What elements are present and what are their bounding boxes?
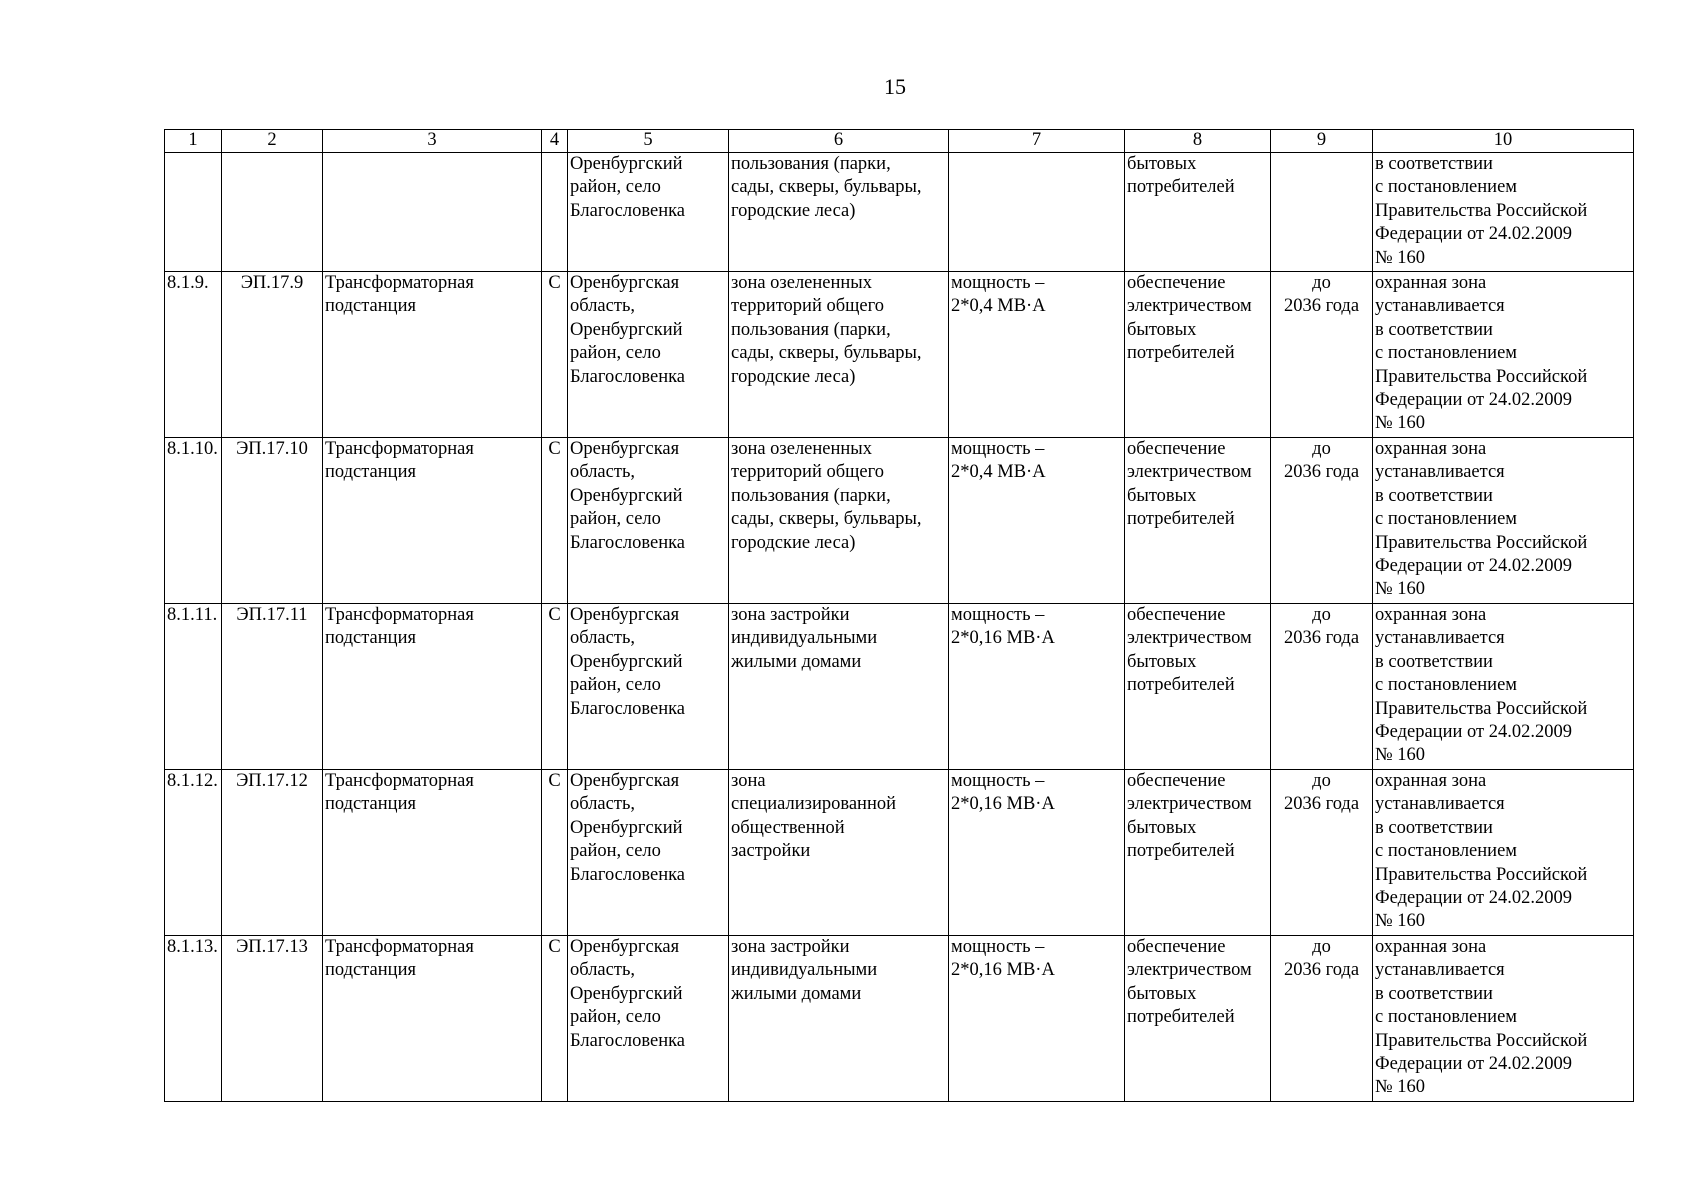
table-row (165, 770, 1634, 936)
cell-code: ЭП.17.10 (222, 438, 323, 604)
continuation-row (165, 153, 1634, 272)
cell-location: Оренбургская область, Оренбургский район, село Благословенка (568, 770, 729, 936)
cell-purpose: обеспечение электричеством бытовых потребителей (1125, 438, 1271, 604)
cell-status: С (542, 438, 568, 604)
cell-zone: зона озелененных территорий общего пользования (парки, сады, скверы, бульвары, городские леса) (729, 272, 949, 438)
cell-number (165, 153, 222, 272)
cell-zone: зона специализированной общественной застройки (729, 770, 949, 936)
header-cell: 4 (542, 130, 568, 153)
cell-number: 8.1.9. (165, 272, 222, 438)
cell-purpose: бытовых потребителей (1125, 153, 1271, 272)
cell-zone: зона застройки индивидуальными жилыми домами (729, 936, 949, 1102)
cell-purpose: обеспечение электричеством бытовых потребителей (1125, 770, 1271, 936)
header-cell: 9 (1271, 130, 1373, 153)
header-cell: 2 (222, 130, 323, 153)
header-cell: 1 (165, 130, 222, 153)
cell-object: Трансформаторная подстанция (323, 770, 542, 936)
cell-status: С (542, 936, 568, 1102)
cell-code: ЭП.17.13 (222, 936, 323, 1102)
cell-status (542, 153, 568, 272)
cell-term: до 2036 года (1271, 770, 1373, 936)
cell-zone: зона озелененных территорий общего пользования (парки, сады, скверы, бульвары, городские леса) (729, 438, 949, 604)
cell-term: до 2036 года (1271, 604, 1373, 770)
cell-number: 8.1.13. (165, 936, 222, 1102)
cell-term (1271, 153, 1373, 272)
cell-location: Оренбургский район, село Благословенка (568, 153, 729, 272)
header-cell: 7 (949, 130, 1125, 153)
cell-capacity: мощность – 2*0,4 МВ·А (949, 438, 1125, 604)
cell-location: Оренбургская область, Оренбургский район, село Благословенка (568, 604, 729, 770)
cell-object: Трансформаторная подстанция (323, 438, 542, 604)
table-row (165, 936, 1634, 1102)
cell-note: охранная зона устанавливается в соответствии с постановлением Правительства Российской Федерации от 24.02.2009 № 160 (1373, 272, 1634, 438)
table-row (165, 438, 1634, 604)
cell-capacity: мощность – 2*0,16 МВ·А (949, 936, 1125, 1102)
cell-code (222, 153, 323, 272)
cell-purpose: обеспечение электричеством бытовых потребителей (1125, 272, 1271, 438)
cell-location: Оренбургская область, Оренбургский район, село Благословенка (568, 438, 729, 604)
cell-purpose: обеспечение электричеством бытовых потребителей (1125, 604, 1271, 770)
cell-number: 8.1.12. (165, 770, 222, 936)
header-row (165, 130, 1634, 153)
cell-object: Трансформаторная подстанция (323, 604, 542, 770)
cell-object: Трансформаторная подстанция (323, 936, 542, 1102)
header-cell: 6 (729, 130, 949, 153)
cell-note: охранная зона устанавливается в соответствии с постановлением Правительства Российской Федерации от 24.02.2009 № 160 (1373, 438, 1634, 604)
cell-term: до 2036 года (1271, 272, 1373, 438)
cell-capacity: мощность – 2*0,4 МВ·А (949, 272, 1125, 438)
cell-note: в соответствии с постановлением Правительства Российской Федерации от 24.02.2009 № 160 (1373, 153, 1634, 272)
cell-object (323, 153, 542, 272)
cell-zone: зона застройки индивидуальными жилыми домами (729, 604, 949, 770)
cell-note: охранная зона устанавливается в соответствии с постановлением Правительства Российской Федерации от 24.02.2009 № 160 (1373, 770, 1634, 936)
cell-capacity (949, 153, 1125, 272)
cell-term: до 2036 года (1271, 438, 1373, 604)
page-number: 15 (884, 74, 906, 99)
cell-number: 8.1.10. (165, 438, 222, 604)
cell-code: ЭП.17.12 (222, 770, 323, 936)
cell-location: Оренбургская область, Оренбургский район, село Благословенка (568, 272, 729, 438)
cell-status: С (542, 770, 568, 936)
cell-note: охранная зона устанавливается в соответствии с постановлением Правительства Российской Федерации от 24.02.2009 № 160 (1373, 936, 1634, 1102)
cell-capacity: мощность – 2*0,16 МВ·А (949, 770, 1125, 936)
cell-code: ЭП.17.11 (222, 604, 323, 770)
cell-purpose: обеспечение электричеством бытовых потребителей (1125, 936, 1271, 1102)
header-cell: 3 (323, 130, 542, 153)
cell-term: до 2036 года (1271, 936, 1373, 1102)
cell-note: охранная зона устанавливается в соответствии с постановлением Правительства Российской Федерации от 24.02.2009 № 160 (1373, 604, 1634, 770)
header-cell: 10 (1373, 130, 1634, 153)
cell-location: Оренбургская область, Оренбургский район, село Благословенка (568, 936, 729, 1102)
table-row (165, 272, 1634, 438)
header-cell: 8 (1125, 130, 1271, 153)
cell-status: С (542, 272, 568, 438)
header-cell: 5 (568, 130, 729, 153)
table-row (165, 604, 1634, 770)
cell-code: ЭП.17.9 (222, 272, 323, 438)
data-table (164, 129, 1634, 1102)
cell-capacity: мощность – 2*0,16 МВ·А (949, 604, 1125, 770)
cell-status: С (542, 604, 568, 770)
cell-object: Трансформаторная подстанция (323, 272, 542, 438)
cell-number: 8.1.11. (165, 604, 222, 770)
cell-zone: пользования (парки, сады, скверы, бульвары, городские леса) (729, 153, 949, 272)
